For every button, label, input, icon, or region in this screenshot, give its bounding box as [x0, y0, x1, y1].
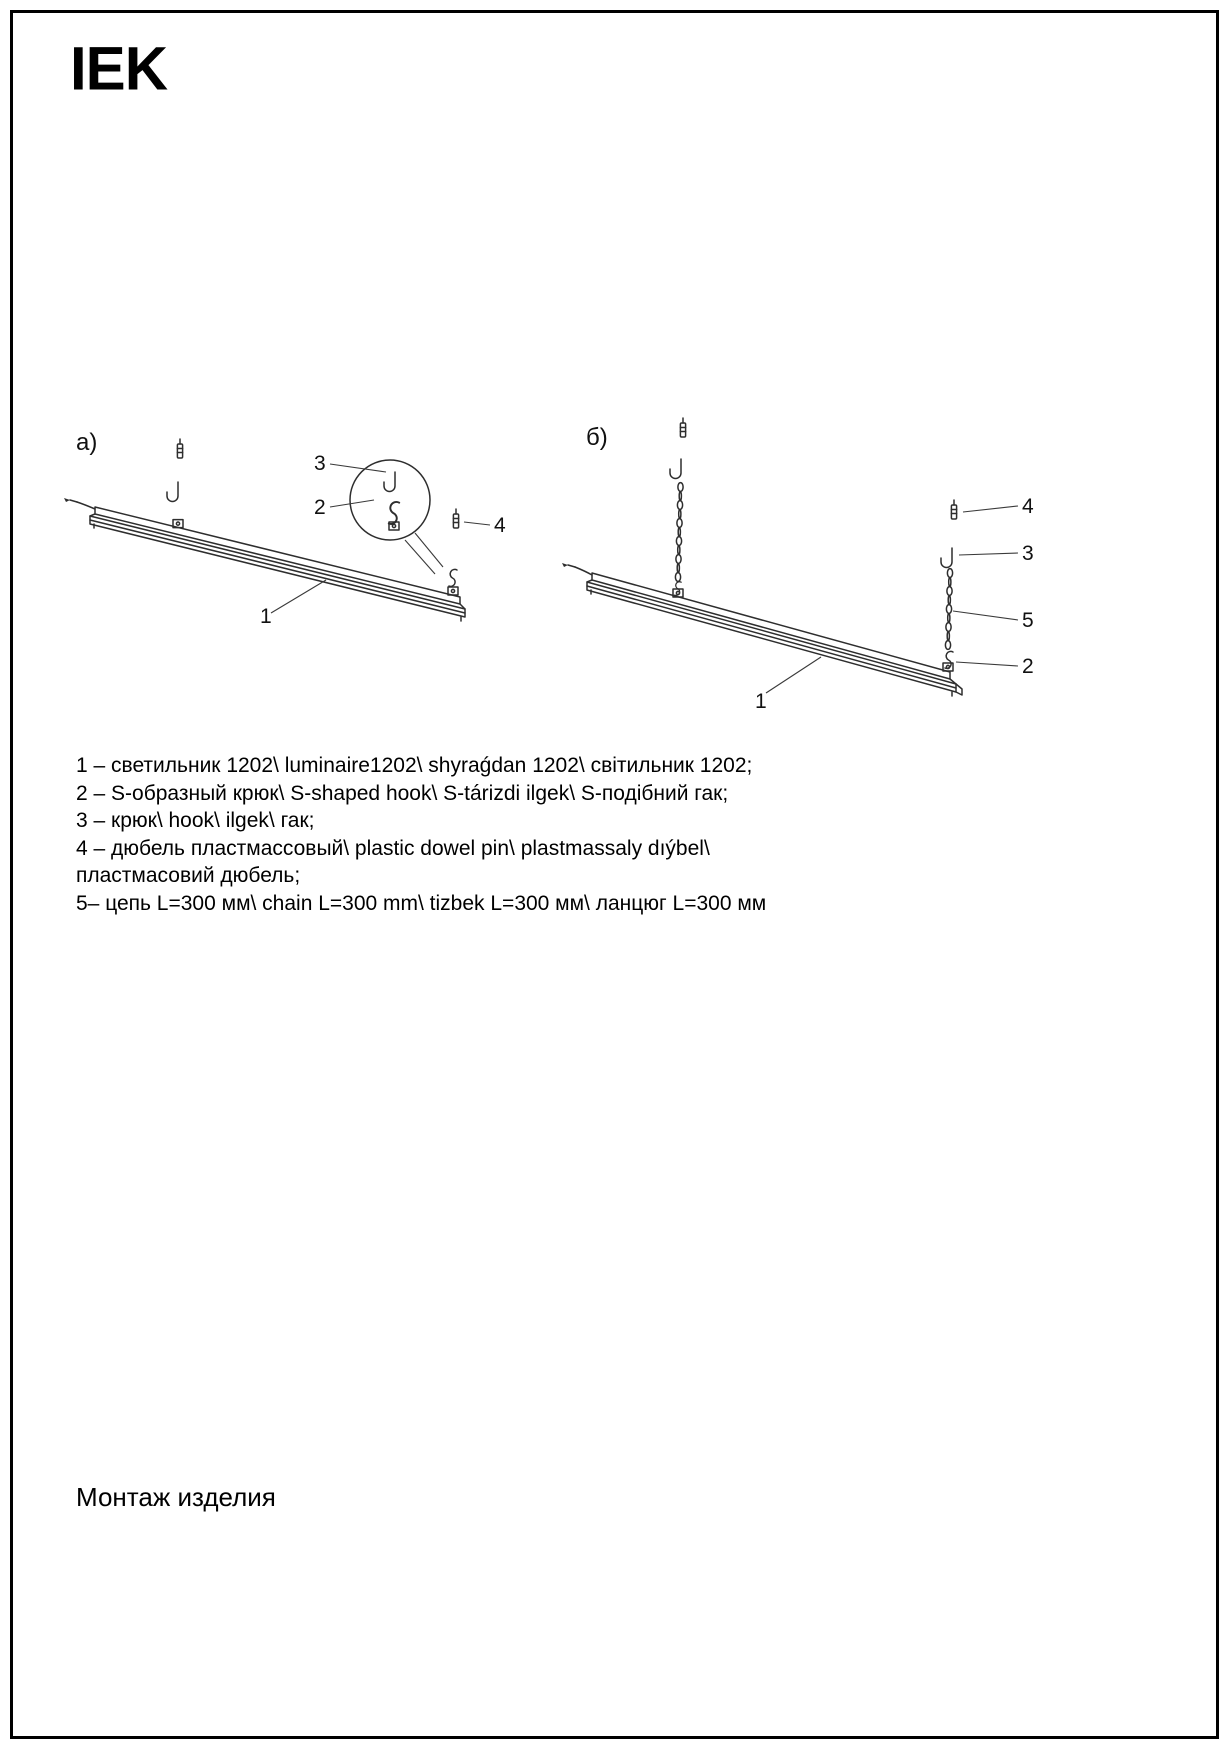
leader-line [766, 657, 821, 693]
luminaire-body [587, 573, 962, 696]
magnifier-leader [415, 533, 443, 567]
leader-line [956, 662, 1018, 666]
dowel-icon [453, 509, 458, 528]
power-cable [64, 498, 95, 509]
chain-left [675, 483, 683, 582]
iek-logo: IEK [70, 34, 168, 103]
legend [76, 752, 976, 917]
ceiling-hook-icon [384, 472, 395, 492]
callout-5: 5 [1022, 609, 1034, 632]
chain-right [945, 569, 952, 650]
footer-title: Монтаж изделия [76, 1482, 276, 1512]
leader-line [963, 506, 1018, 512]
s-hook-icon [449, 569, 457, 586]
magnifier-leader [405, 540, 435, 574]
dowel-icon [951, 500, 956, 519]
s-hook-icon [389, 502, 399, 524]
ceiling-hook-icon [941, 548, 952, 568]
diagram-a-svg [64, 412, 544, 682]
callout-1: 1 [755, 690, 767, 713]
ceiling-hook-icon [167, 482, 178, 502]
dowel-icon [680, 418, 685, 437]
callout-3: 3 [1022, 542, 1034, 565]
legend-line-1: 1 – светильник 1202\ luminaire1202\ shyraǵdan 1202\ світильник 1202; [76, 754, 753, 777]
callout-4: 4 [494, 514, 506, 537]
callout-3: 3 [314, 452, 326, 475]
leader-line [271, 580, 326, 613]
callout-1: 1 [260, 605, 272, 628]
leader-line [330, 500, 374, 507]
legend-line-5: пластмасовий дюбель; [76, 864, 301, 887]
power-cable [562, 563, 592, 575]
ceiling-hook-icon [670, 459, 681, 479]
legend-line-3: 3 – крюк\ hook\ ilgek\ гак; [76, 809, 315, 832]
leader-line [330, 464, 386, 472]
diagram-b-label: б) [586, 424, 608, 451]
leader-line [959, 553, 1018, 555]
luminaire-body [90, 507, 465, 621]
legend-line-4: 4 – дюбель пластмассовый\ plastic dowel pin\ plastmassaly dıýbel\ [76, 836, 710, 860]
legend-line-2: 2 – S-образный крюк\ S-shaped hook\ S-tárizdi ilgek\ S-подібний гак; [76, 781, 729, 805]
callout-2: 2 [314, 496, 326, 519]
diagram-b [566, 405, 1106, 715]
diagram-a-label: а) [76, 429, 98, 456]
legend-line-6: 5– цепь L=300 мм\ chain L=300 mm\ tizbek L=300 мм\ ланцюг L=300 мм [76, 891, 767, 915]
diagram-a [64, 412, 544, 682]
detail-circle [350, 460, 443, 574]
leader-line [953, 611, 1018, 620]
dowel-icon [177, 439, 182, 458]
callout-2: 2 [1022, 655, 1034, 678]
callout-4: 4 [1022, 495, 1034, 518]
diagram-b-svg [566, 405, 1106, 715]
leader-line [464, 522, 490, 525]
